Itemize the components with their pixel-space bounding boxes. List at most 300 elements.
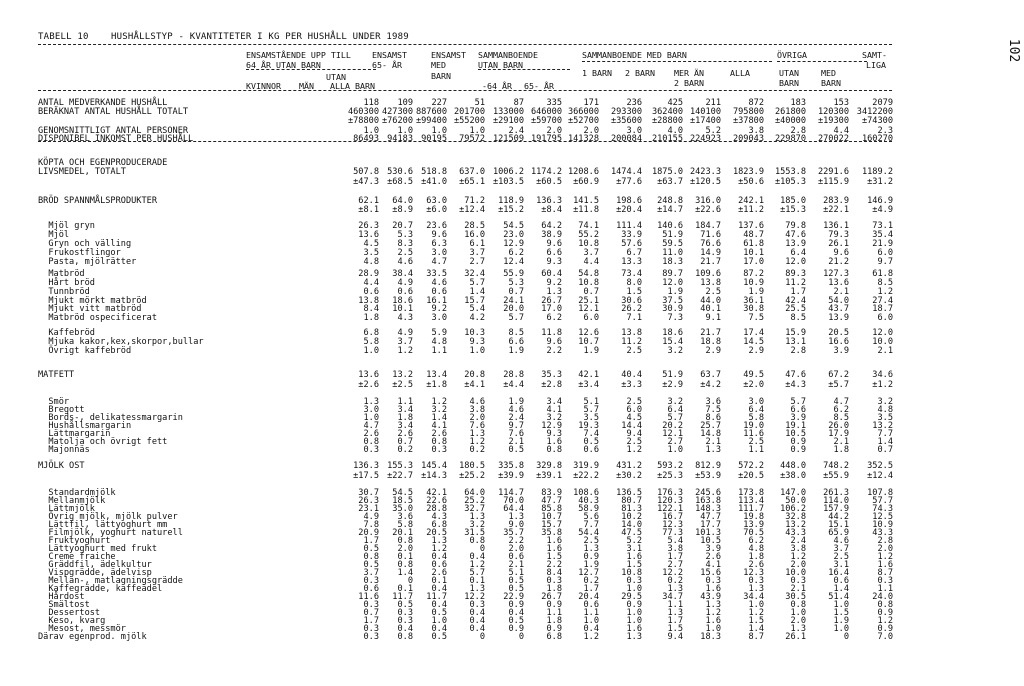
table-cell: 11.6	[743, 429, 764, 439]
table-cell: 111.4	[616, 221, 642, 231]
table-cell: 1.3	[667, 608, 683, 618]
row-label: Hushållsmargarin	[38, 421, 132, 431]
table-cell: 2.5	[748, 437, 764, 447]
table-cell: 1.9	[833, 616, 849, 626]
table-cell: 163.8	[695, 496, 721, 506]
table-cell: 155.3	[387, 461, 413, 471]
table-cell: 2.8	[790, 346, 806, 356]
table-cell: 8.5	[833, 413, 849, 423]
table-cell: 5.7	[667, 413, 683, 423]
table-cell: 1.0	[667, 445, 683, 455]
row-label: MJÖLK OST	[38, 461, 85, 471]
table-cell: 0	[518, 632, 524, 642]
table-cell: 12.0	[662, 278, 683, 288]
page-number: 102	[1006, 38, 1022, 63]
table-cell: ±4.1	[464, 380, 485, 390]
table-cell: 120.3	[657, 496, 683, 506]
table-cell: 1.5	[626, 560, 642, 570]
table-cell: 236	[626, 98, 642, 108]
table-cell: 38.9	[541, 230, 562, 240]
table-cell: ±31.2	[867, 177, 893, 187]
table-cell: 26.0	[828, 421, 849, 431]
table-cell: 0.7	[397, 437, 413, 447]
table-cell: 7.3	[667, 313, 683, 323]
row-label: Matbröd ospecificerat	[38, 313, 157, 323]
table-cell: 2.4	[508, 413, 524, 423]
table-cell: 14.8	[700, 429, 721, 439]
table-cell: 12.9	[541, 421, 562, 431]
table-cell: 13.6	[358, 230, 379, 240]
header-sub-med-line2: BARN	[821, 78, 841, 88]
table-cell: 0.3	[363, 632, 379, 642]
table-cell: 2.7	[469, 257, 485, 267]
table-cell: 1.0	[363, 346, 379, 356]
table-cell: 0.4	[469, 616, 485, 626]
table-cell: 137.6	[738, 221, 764, 231]
table-cell: 2.7	[667, 437, 683, 447]
table-cell: 34.7	[662, 592, 683, 602]
table-cell: ±65.1	[459, 177, 485, 187]
table-cell: 1.3	[790, 624, 806, 634]
table-cell: 94183	[387, 134, 413, 144]
table-cell: 0.9	[790, 437, 806, 447]
table-cell: 1.6	[877, 560, 893, 570]
table-cell: 47.5	[621, 528, 642, 538]
table-cell: 0	[407, 576, 413, 586]
table-cell: 3.7	[469, 248, 485, 258]
table-cell: ±25.2	[459, 471, 485, 481]
table-cell: 1.2	[748, 608, 764, 618]
table-cell: 26.3	[358, 496, 379, 506]
table-cell: 1.0	[583, 616, 599, 626]
table-cell: 73.4	[621, 269, 642, 279]
table-cell: 13.1	[785, 337, 806, 347]
table-cell: 8.7	[877, 568, 893, 578]
table-cell: 0.2	[583, 576, 599, 586]
table-cell: 15.7	[541, 520, 562, 530]
table-cell: 13.2	[785, 520, 806, 530]
table-cell: 1.7	[667, 552, 683, 562]
table-cell: 11.2	[785, 278, 806, 288]
table-cell: 0.5	[583, 437, 599, 447]
table-cell: 20.1	[392, 528, 413, 538]
table-cell: 16.1	[426, 296, 447, 306]
table-cell: 8.5	[508, 328, 524, 338]
table-cell: 646000	[530, 107, 562, 117]
table-cell: 8.7	[748, 632, 764, 642]
table-cell: 0.4	[469, 608, 485, 618]
table-cell: 37.5	[662, 296, 683, 306]
table-cell: 2.0	[790, 616, 806, 626]
table-cell: 431.2	[616, 461, 642, 471]
table-cell: 42.1	[426, 488, 447, 498]
table-cell: 120300	[817, 107, 849, 117]
table-cell: 0.5	[397, 600, 413, 610]
table-cell: ±78800	[347, 116, 379, 126]
rule-header-bottom	[38, 90, 892, 91]
table-cell: 7.1	[626, 313, 642, 323]
table-cell: 16.0	[464, 230, 485, 240]
table-cell: 2.3	[877, 126, 893, 136]
table-cell: 12.1	[662, 429, 683, 439]
table-cell: ±59700	[530, 116, 562, 126]
table-cell: ±35600	[610, 116, 642, 126]
table-cell: 50.0	[785, 496, 806, 506]
table-cell: 106.2	[780, 504, 806, 514]
table-cell: 86493	[353, 134, 379, 144]
table-cell: 6.2	[546, 313, 562, 323]
table-cell: 3.2	[469, 520, 485, 530]
row-label: Mjöl gryn	[38, 221, 95, 231]
table-cell: 0.8	[397, 632, 413, 642]
table-cell: 8.4	[546, 568, 562, 578]
table-cell: 24.0	[872, 592, 893, 602]
table-cell: 26.7	[541, 592, 562, 602]
table-cell: 1474.4	[610, 167, 642, 177]
table-cell: 1.7	[583, 584, 599, 594]
table-cell: 35.7	[503, 528, 524, 538]
table-cell: 1.0	[833, 624, 849, 634]
table-cell: 5.3	[397, 230, 413, 240]
table-cell: 9.1	[705, 313, 721, 323]
table-cell: 637.0	[459, 167, 485, 177]
header-group3-line1: ENSAMST	[431, 50, 466, 60]
table-cell: 0.9	[626, 600, 642, 610]
table-cell: 140.6	[657, 221, 683, 231]
row-label: Dessertost	[38, 608, 101, 618]
table-cell: 1.7	[790, 287, 806, 297]
table-cell: 1.2	[469, 437, 485, 447]
row-label: KÖPTA OCH EGENPRODUCERADE	[38, 158, 168, 168]
table-cell: 5.4	[469, 304, 485, 314]
table-cell: 6.4	[667, 405, 683, 415]
table-cell: 9.6	[546, 239, 562, 249]
table-cell: 44.2	[828, 512, 849, 522]
table-cell: 227	[431, 98, 447, 108]
table-cell: 62.1	[358, 196, 379, 206]
header-sub-mer-line2: 2 BARN	[674, 78, 704, 88]
table-cell: 0.4	[469, 624, 485, 634]
table-cell: 0.6	[583, 445, 599, 455]
table-cell: ±6.0	[426, 205, 447, 215]
table-cell: 33.9	[621, 230, 642, 240]
table-cell: 3.4	[397, 405, 413, 415]
row-label: Lättmjölk	[38, 504, 95, 514]
table-cell: ±40000	[774, 116, 806, 126]
table-cell: 55.9	[503, 269, 524, 279]
table-cell: 1.6	[626, 624, 642, 634]
table-cell: 1.5	[667, 624, 683, 634]
table-cell: 109	[397, 98, 413, 108]
table-cell: ±3.3	[621, 380, 642, 390]
table-cell: 11.7	[392, 592, 413, 602]
table-cell: 26.2	[621, 304, 642, 314]
table-cell: ±4.4	[503, 380, 524, 390]
table-cell: 9.0	[508, 520, 524, 530]
table-cell: 0.6	[397, 287, 413, 297]
table-cell: 22.6	[426, 496, 447, 506]
table-cell: 87	[513, 98, 524, 108]
table-cell: 1.2	[877, 616, 893, 626]
table-cell: 6.0	[877, 313, 893, 323]
table-cell: 0.8	[397, 536, 413, 546]
header-group3-line2: MED	[431, 60, 446, 70]
table-cell: 21.9	[872, 239, 893, 249]
table-cell: 77.3	[662, 528, 683, 538]
table-cell: ±14.7	[657, 205, 683, 215]
table-cell: 73.1	[872, 221, 893, 231]
table-cell: 2.0	[508, 544, 524, 554]
table-cell: 8.5	[790, 313, 806, 323]
table-cell: 3.9	[833, 346, 849, 356]
table-cell: 0.3	[626, 576, 642, 586]
table-cell: 71.2	[464, 196, 485, 206]
table-cell: 40.4	[621, 370, 642, 380]
table-cell: 1.4	[469, 287, 485, 297]
table-cell: 148.3	[695, 504, 721, 514]
table-cell: 4.3	[397, 313, 413, 323]
table-cell: 748.2	[823, 461, 849, 471]
table-cell: 16.6	[828, 337, 849, 347]
table-cell: 10.8	[578, 278, 599, 288]
table-cell: 1.8	[363, 313, 379, 323]
header-sub-kvinnor: KVINNOR	[246, 81, 281, 91]
table-cell: 17.0	[541, 304, 562, 314]
table-cell: 270022	[817, 134, 849, 144]
table-cell: 8.4	[363, 304, 379, 314]
header-group6-line1: ÖVRIGA	[777, 50, 807, 60]
row-label: Lättmargarin	[38, 429, 111, 439]
table-cell: 2.0	[583, 126, 599, 136]
table-cell: 4.5	[363, 239, 379, 249]
table-cell: 42.1	[578, 370, 599, 380]
table-cell: 5.8	[397, 520, 413, 530]
table-cell: 2.5	[626, 397, 642, 407]
row-label: Frukostflingor	[38, 248, 121, 258]
table-cell: ±17.5	[353, 471, 379, 481]
table-cell: 10.7	[578, 337, 599, 347]
table-cell: 0.9	[546, 600, 562, 610]
table-cell: 4.1	[546, 405, 562, 415]
table-cell: 2.5	[397, 248, 413, 258]
header-group2-line1: ENSAMST	[372, 50, 407, 60]
table-cell: 136.3	[353, 461, 379, 471]
table-cell: ±39.1	[536, 471, 562, 481]
table-cell: ±38.0	[780, 471, 806, 481]
table-cell: 2.0	[397, 544, 413, 554]
table-cell: 8.0	[626, 278, 642, 288]
table-cell: 0.5	[431, 608, 447, 618]
rule-group4	[478, 69, 570, 70]
table-cell: 20.0	[503, 304, 524, 314]
table-cell: 366000	[567, 107, 599, 117]
table-cell: 184.7	[695, 221, 721, 231]
table-cell: 0.3	[705, 576, 721, 586]
table-cell: 2.5	[583, 536, 599, 546]
table-cell: 176.3	[657, 488, 683, 498]
table-cell: 13.8	[621, 328, 642, 338]
table-cell: 1.8	[833, 445, 849, 455]
table-cell: 3.8	[667, 544, 683, 554]
table-cell: 2.4	[790, 536, 806, 546]
table-cell: 2.5	[626, 346, 642, 356]
table-cell: 261800	[774, 107, 806, 117]
table-cell: 1.5	[546, 552, 562, 562]
table-cell: 1.2	[397, 346, 413, 356]
table-cell: ±55200	[453, 116, 485, 126]
table-cell: 210155	[651, 134, 683, 144]
table-cell: ±2.8	[541, 380, 562, 390]
table-cell: 460300	[347, 107, 379, 117]
table-cell: 54.8	[578, 269, 599, 279]
table-cell: 118.9	[498, 196, 524, 206]
row-label: Keso, kvarg	[38, 616, 106, 626]
table-cell: 183	[790, 98, 806, 108]
table-cell: 18.7	[872, 304, 893, 314]
table-cell: 1.3	[583, 544, 599, 554]
table-cell: 1.6	[546, 437, 562, 447]
table-cell: 136.5	[616, 488, 642, 498]
table-cell: 0.8	[363, 552, 379, 562]
table-cell: 4.6	[833, 536, 849, 546]
table-cell: 28.8	[426, 504, 447, 514]
table-cell: 2.1	[833, 287, 849, 297]
header-group1-line1: ENSAMSTÅENDE UPP TILL	[246, 50, 351, 60]
table-cell: 146.9	[867, 196, 893, 206]
table-cell: 4.4	[833, 126, 849, 136]
table-cell: 4.9	[397, 328, 413, 338]
table-cell: 180.5	[459, 461, 485, 471]
table-cell: 22.9	[503, 592, 524, 602]
table-cell: 133000	[492, 107, 524, 117]
table-cell: 1.0	[469, 126, 485, 136]
table-cell: ±22.2	[573, 471, 599, 481]
table-cell: 6.6	[508, 337, 524, 347]
table-cell: 2.0	[877, 544, 893, 554]
table-cell: 2079	[872, 98, 893, 108]
table-cell: 4.1	[705, 560, 721, 570]
table-cell: 2.1	[877, 346, 893, 356]
table-cell: 7.6	[469, 421, 485, 431]
table-cell: 6.3	[431, 239, 447, 249]
table-title: TABELL 10 HUSHÅLLSTYP - KVANTITETER I KG PER HUSHÅLL UNDER 1989	[38, 32, 409, 42]
table-cell: 3.1	[833, 560, 849, 570]
table-cell: 3.0	[748, 397, 764, 407]
table-cell: 3.0	[363, 405, 379, 415]
table-cell: 12.3	[743, 568, 764, 578]
table-cell: 2.5	[705, 287, 721, 297]
table-cell: 1.4	[397, 568, 413, 578]
table-cell: 0.9	[546, 624, 562, 634]
table-cell: 1.6	[705, 616, 721, 626]
table-cell: 1.3	[546, 287, 562, 297]
table-cell: 9.4	[626, 429, 642, 439]
header-sub-alla: ALLA	[330, 81, 350, 91]
table-cell: 3.5	[363, 248, 379, 258]
table-cell: 1.2	[790, 552, 806, 562]
table-cell: 3.5	[877, 413, 893, 423]
table-cell: 1.2	[431, 397, 447, 407]
table-cell: 1.9	[667, 287, 683, 297]
table-cell: 114.0	[823, 496, 849, 506]
table-cell: 0.4	[431, 600, 447, 610]
table-cell: 113.4	[738, 496, 764, 506]
table-cell: 1.6	[546, 536, 562, 546]
row-label: Bords-, delikatessmargarin	[38, 413, 183, 423]
table-cell: 12.2	[464, 592, 485, 602]
table-cell: 9.6	[833, 248, 849, 258]
table-cell: 0.3	[431, 445, 447, 455]
table-cell: ±25.3	[657, 471, 683, 481]
table-cell: 0.3	[748, 576, 764, 586]
table-cell: 5.7	[469, 568, 485, 578]
table-cell: 2.1	[705, 437, 721, 447]
table-cell: 0.6	[363, 287, 379, 297]
table-cell: 14.5	[743, 337, 764, 347]
table-cell: 7.5	[705, 405, 721, 415]
table-cell: 1.0	[397, 126, 413, 136]
row-label: Gräddfil, ädelkultur	[38, 560, 152, 570]
table-cell: 12.9	[503, 239, 524, 249]
table-cell: 108.6	[573, 488, 599, 498]
table-cell: 0.8	[790, 600, 806, 610]
table-cell: 59.5	[662, 239, 683, 249]
table-cell: 3.7	[363, 568, 379, 578]
table-cell: 1189.2	[861, 167, 893, 177]
row-label: Majonnäs	[38, 445, 90, 455]
table-cell: 1.9	[508, 346, 524, 356]
table-cell: 70.5	[743, 528, 764, 538]
table-cell: ±4.2	[700, 380, 721, 390]
table-cell: 1.0	[363, 413, 379, 423]
table-cell: 3.2	[546, 413, 562, 423]
table-cell: 1.3	[508, 512, 524, 522]
table-cell: ±105.3	[774, 177, 806, 187]
table-cell: ±3.4	[578, 380, 599, 390]
table-cell: 1.0	[626, 608, 642, 618]
table-cell: 0.6	[833, 576, 849, 586]
table-cell: ±14.3	[421, 471, 447, 481]
table-cell: 28.9	[358, 269, 379, 279]
table-cell: 2.6	[363, 429, 379, 439]
table-cell: 1.0	[626, 584, 642, 594]
table-cell: 3.0	[431, 313, 447, 323]
table-cell: ±53.9	[695, 471, 721, 481]
table-cell: ±5.7	[828, 380, 849, 390]
table-cell: 54.5	[503, 221, 524, 231]
table-cell: 572.2	[738, 461, 764, 471]
table-cell: 4.9	[397, 278, 413, 288]
table-cell: ±17400	[689, 116, 721, 126]
table-cell: 15.1	[828, 520, 849, 530]
table-cell: 7.8	[363, 520, 379, 530]
row-label: Mellanmjölk	[38, 496, 106, 506]
table-cell: 887600	[415, 107, 447, 117]
table-cell: 6.7	[626, 248, 642, 258]
table-cell: 0	[479, 632, 485, 642]
row-label: Övrig mjölk, mjölk pulver	[38, 512, 178, 522]
table-cell: 0.8	[363, 437, 379, 447]
row-label: Mjukt vitt matbröd	[38, 304, 142, 314]
table-cell: 1.9	[508, 397, 524, 407]
row-label: Lättfil, lättyoghurt mm	[38, 520, 168, 530]
table-cell: 7.6	[508, 429, 524, 439]
table-cell: 425	[667, 98, 683, 108]
header-sub-med-line1: MED	[821, 68, 836, 78]
header-group7-line2: LIGA	[866, 60, 886, 70]
table-cell: 224923	[689, 134, 721, 144]
table-cell: 9.2	[546, 278, 562, 288]
